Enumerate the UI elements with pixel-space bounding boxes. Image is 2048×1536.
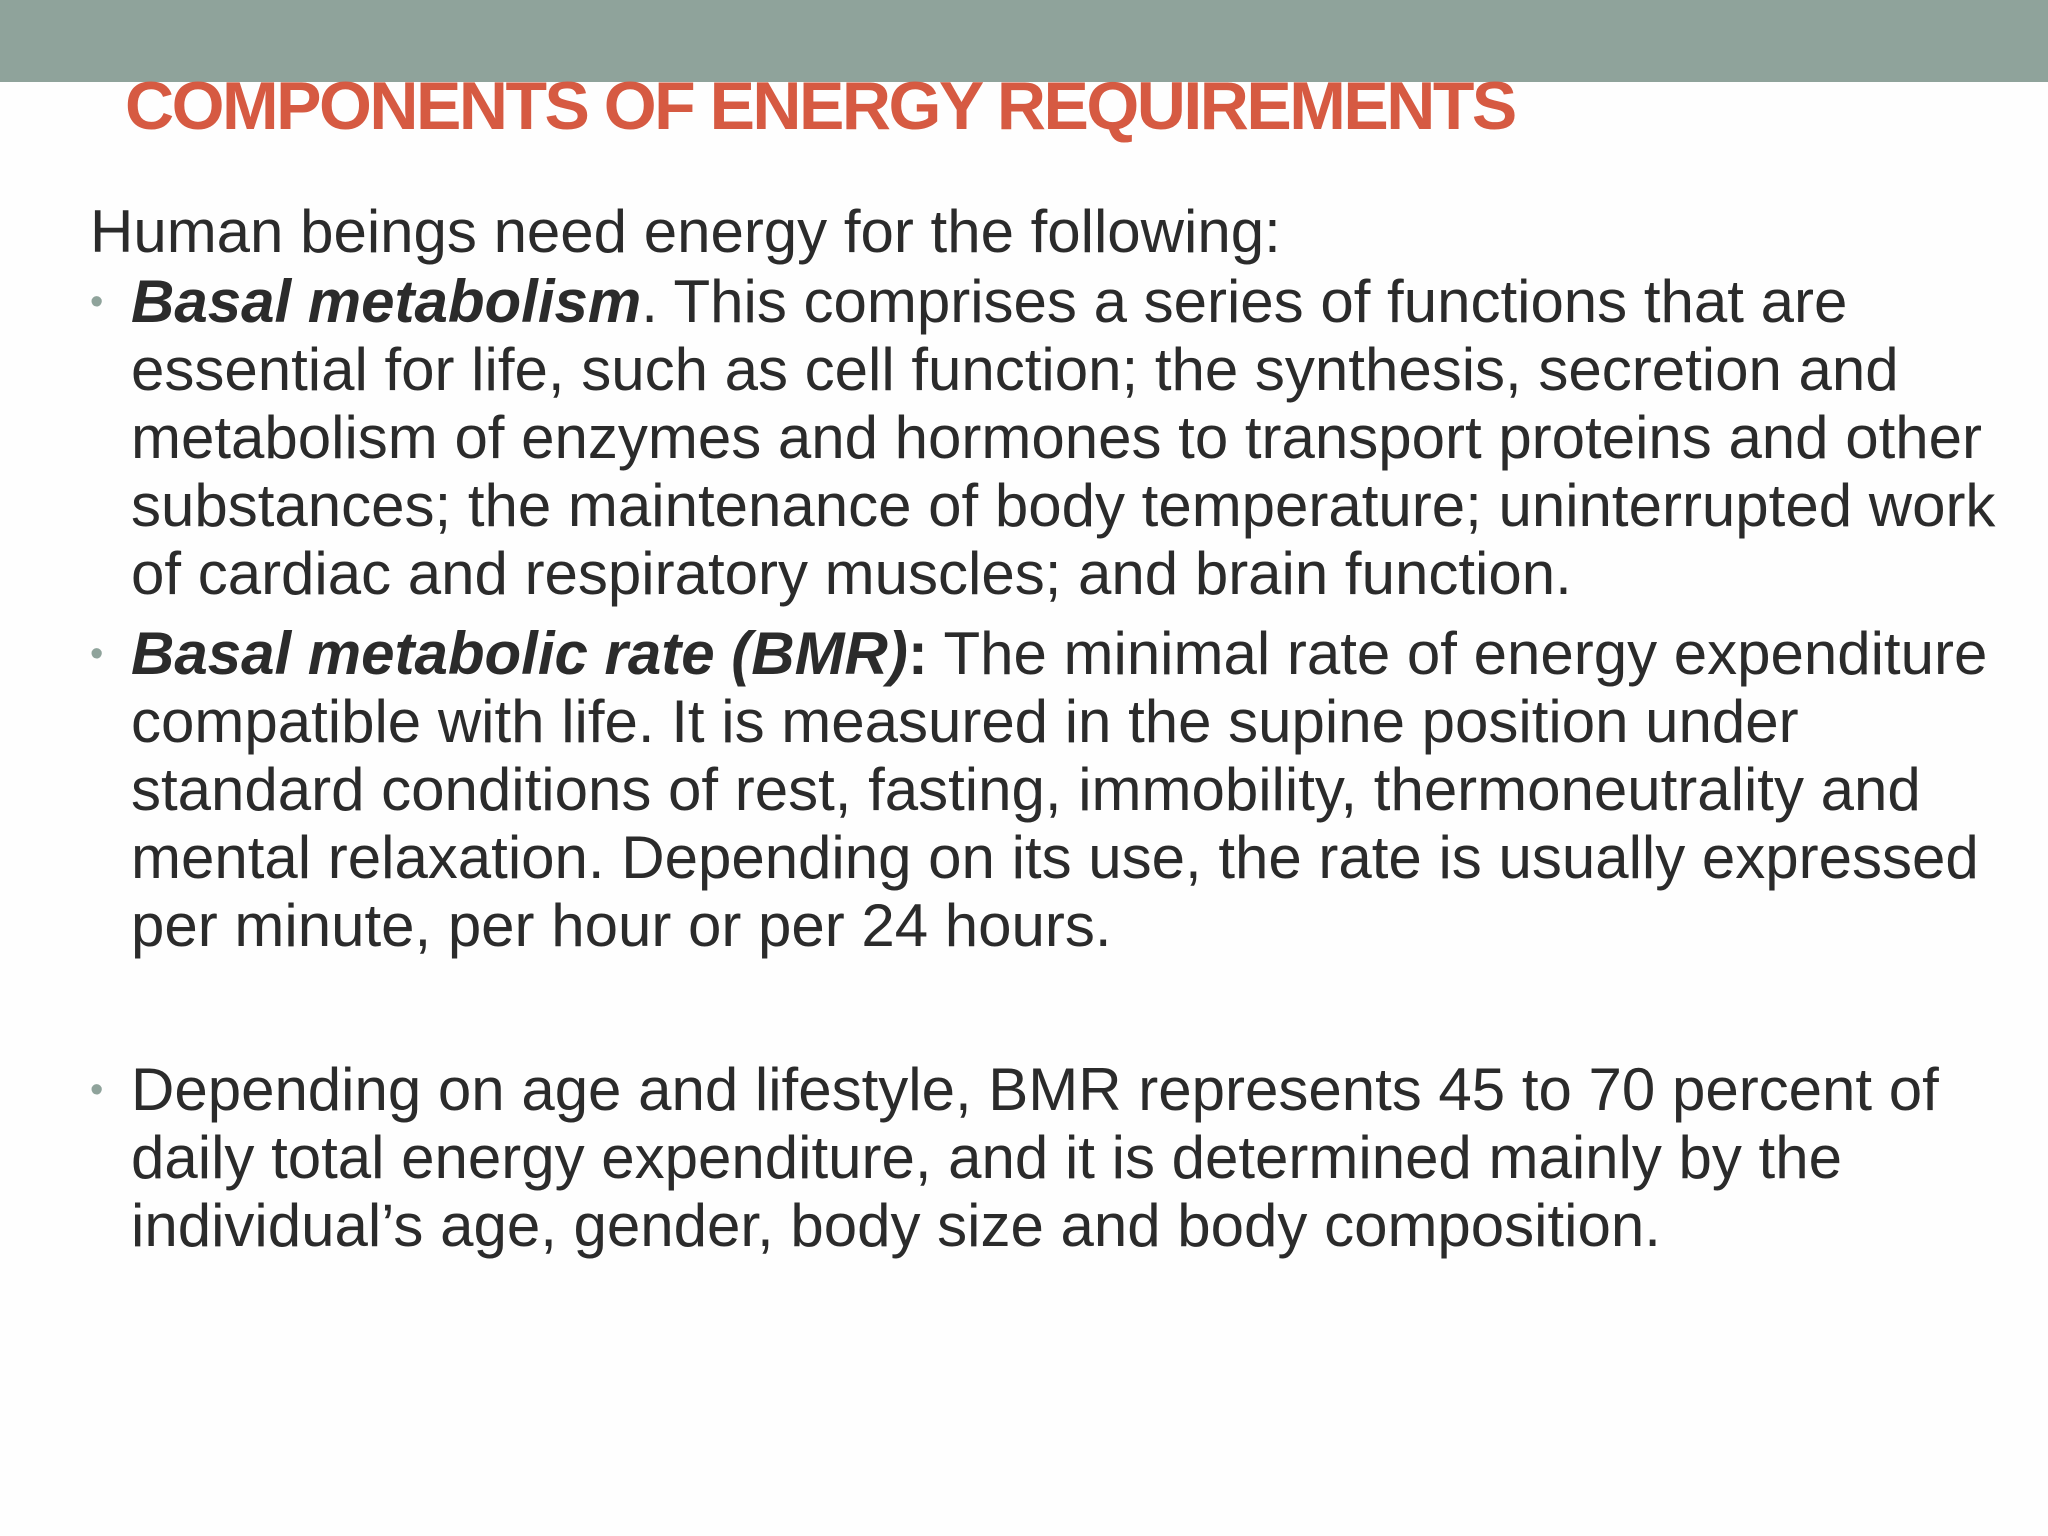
bullet-list bbox=[90, 268, 2010, 1260]
bullet-term: Basal metabolism bbox=[131, 268, 642, 335]
bullet-item-bmr bbox=[90, 620, 2010, 960]
bullet-text: The minimal rate of energy expenditure compatible with life. It is measured in the supine position under standard conditions of rest, fasting, immobility, thermoneutrality and mental relaxation. Depending on its use, the rate is usually expressed per minute, per hour or per 24 hours. bbox=[131, 620, 1988, 959]
slide-body bbox=[90, 198, 2010, 1272]
bullet-text: Depending on age and lifestyle, BMR represents 45 to 70 percent of daily total energy expenditure, and it is determined mainly by the individual’s age, gender, body size and body composition. bbox=[131, 1056, 1939, 1259]
bullet-dot-icon: • bbox=[90, 281, 104, 323]
bullet-dot-icon: • bbox=[90, 633, 104, 675]
bullet-separator: . bbox=[641, 268, 658, 335]
bullet-item-basal-metabolism bbox=[90, 268, 2010, 608]
bullet-text: This comprises a series of functions that are essential for life, such as cell function; the synthesis, secretion and metabolism of enzymes and hormones to transport proteins and other substances; the maintenance of body temperature; uninterrupted work of cardiac and respiratory muscles; and brain function. bbox=[131, 268, 1996, 607]
intro-text: Human beings need energy for the following: bbox=[90, 198, 1281, 265]
bullet-dot-icon: • bbox=[90, 1069, 104, 1111]
slide-title: COMPONENTS OF ENERGY REQUIREMENTS bbox=[125, 68, 1515, 144]
bullet-term: Basal metabolic rate (BMR) bbox=[131, 620, 908, 687]
bullet-item-bmr-percent bbox=[90, 1056, 2010, 1260]
bullet-separator: : bbox=[907, 620, 928, 687]
